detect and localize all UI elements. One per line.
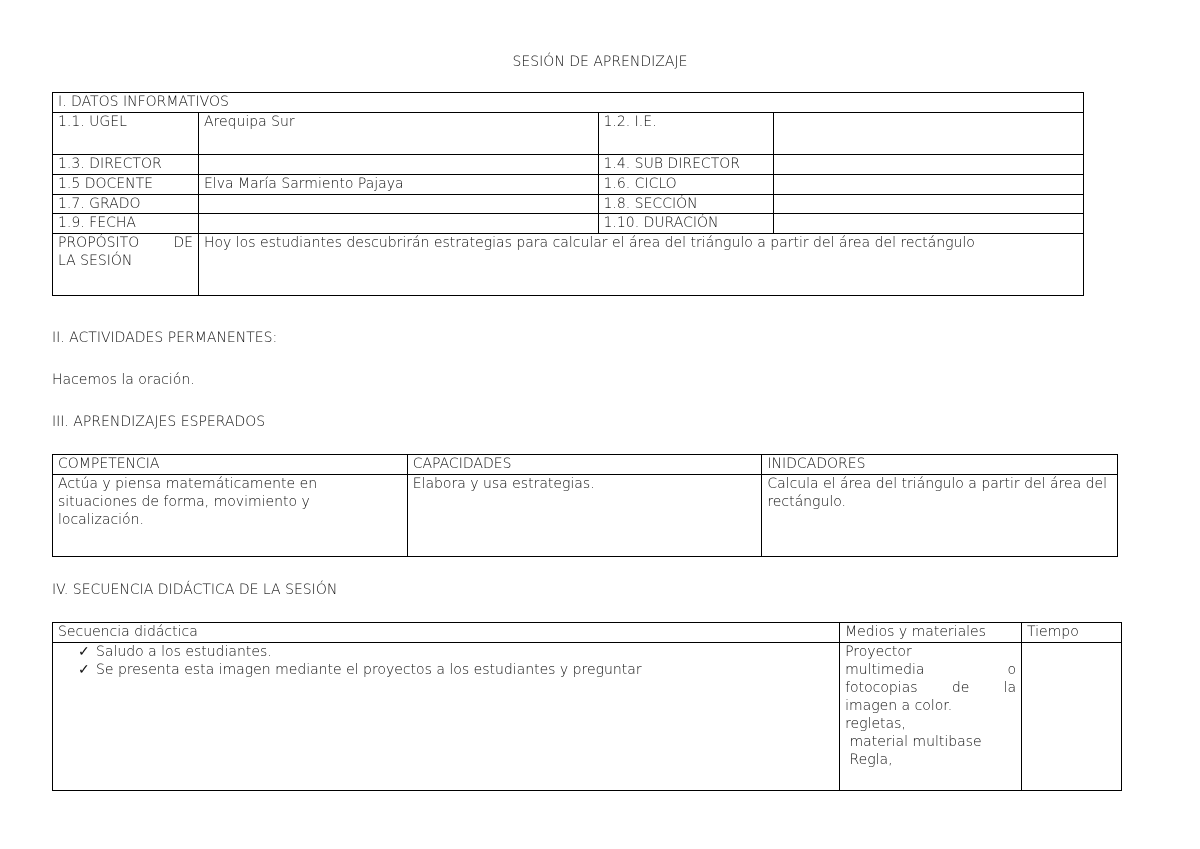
medios-line: fotocopias de la xyxy=(845,680,1017,696)
duracion-value xyxy=(774,214,1084,234)
tiempo-cell xyxy=(1022,643,1122,791)
page-title: SESIÓN DE APRENDIZAJE xyxy=(512,54,688,70)
director-label: 1.3. DIRECTOR xyxy=(53,155,199,175)
datos-informativos-table xyxy=(52,92,1084,296)
proposito-value: Hoy los estudiantes descubrirán estrategias para calcular el área del triángulo a partir del área del rectángulo xyxy=(198,234,1083,296)
capacidades-header: CAPACIDADES xyxy=(407,455,762,475)
proposito-label-word3: LA SESIÓN xyxy=(58,253,133,269)
duracion-label: 1.10. DURACIÓN xyxy=(598,214,774,234)
competencia-header: COMPETENCIA xyxy=(53,455,408,475)
actividades-heading: II. ACTIVIDADES PERMANENTES: xyxy=(52,330,278,346)
proposito-label xyxy=(53,234,199,296)
ugel-value: Arequipa Sur xyxy=(198,113,598,155)
competencia-cell: Actúa y piensa matemáticamente en situaciones de forma, movimiento y localización. xyxy=(53,475,408,557)
ciclo-value xyxy=(774,175,1084,195)
secuencia-heading: IV. SECUENCIA DIDÁCTICA DE LA SESIÓN xyxy=(52,582,338,598)
indicadores-header: INIDCADORES xyxy=(762,455,1118,475)
medios-cell xyxy=(840,643,1022,791)
indicadores-cell: Calcula el área del triángulo a partir del área del rectángulo. xyxy=(762,475,1118,557)
proposito-label-word1: PROPÓSITO xyxy=(58,235,140,251)
ie-value xyxy=(774,113,1084,155)
check-icon: ✓ xyxy=(78,662,90,678)
seccion-label: 1.8. SECCIÓN xyxy=(598,195,774,214)
tiempo-header: Tiempo xyxy=(1022,623,1122,643)
seccion-value xyxy=(774,195,1084,214)
medios-line: imagen a color. xyxy=(845,698,953,714)
ugel-label: 1.1. UGEL xyxy=(53,113,199,155)
medios-line: multimedia o xyxy=(845,662,1017,678)
capacidades-cell: Elabora y usa estrategias. xyxy=(407,475,762,557)
docente-value: Elva María Sarmiento Pajaya xyxy=(198,175,598,195)
list-item: ✓ Saludo a los estudiantes. xyxy=(78,644,272,660)
fecha-label: 1.9. FECHA xyxy=(53,214,199,234)
proposito-label-word2: DE xyxy=(173,235,193,251)
medios-line: regletas, xyxy=(845,716,906,732)
docente-label: 1.5 DOCENTE xyxy=(53,175,199,195)
secuencia-list xyxy=(58,643,834,679)
medios-line: Regla, xyxy=(845,752,893,768)
aprendizajes-table xyxy=(52,454,1118,557)
medios-line: material multibase xyxy=(845,734,982,750)
ciclo-label: 1.6. CICLO xyxy=(598,175,774,195)
grado-label: 1.7. GRADO xyxy=(53,195,199,214)
subdirector-value xyxy=(774,155,1084,175)
datos-heading: I. DATOS INFORMATIVOS xyxy=(53,93,1084,113)
aprendizajes-heading: III. APRENDIZAJES ESPERADOS xyxy=(52,414,266,430)
medios-header: Medios y materiales xyxy=(840,623,1022,643)
medios-line: Proyector xyxy=(845,644,912,660)
check-icon: ✓ xyxy=(78,644,90,660)
secuencia-cell xyxy=(53,643,840,791)
secuencia-table xyxy=(52,622,1122,791)
subdirector-label: 1.4. SUB DIRECTOR xyxy=(598,155,774,175)
ie-label: 1.2. I.E. xyxy=(598,113,774,155)
director-value xyxy=(198,155,598,175)
list-item: ✓ Se presenta esta imagen mediante el proyectos a los estudiantes y preguntar xyxy=(78,662,642,678)
fecha-value xyxy=(198,214,598,234)
secuencia-header: Secuencia didáctica xyxy=(53,623,840,643)
actividades-text: Hacemos la oración. xyxy=(52,372,195,388)
grado-value xyxy=(198,195,598,214)
